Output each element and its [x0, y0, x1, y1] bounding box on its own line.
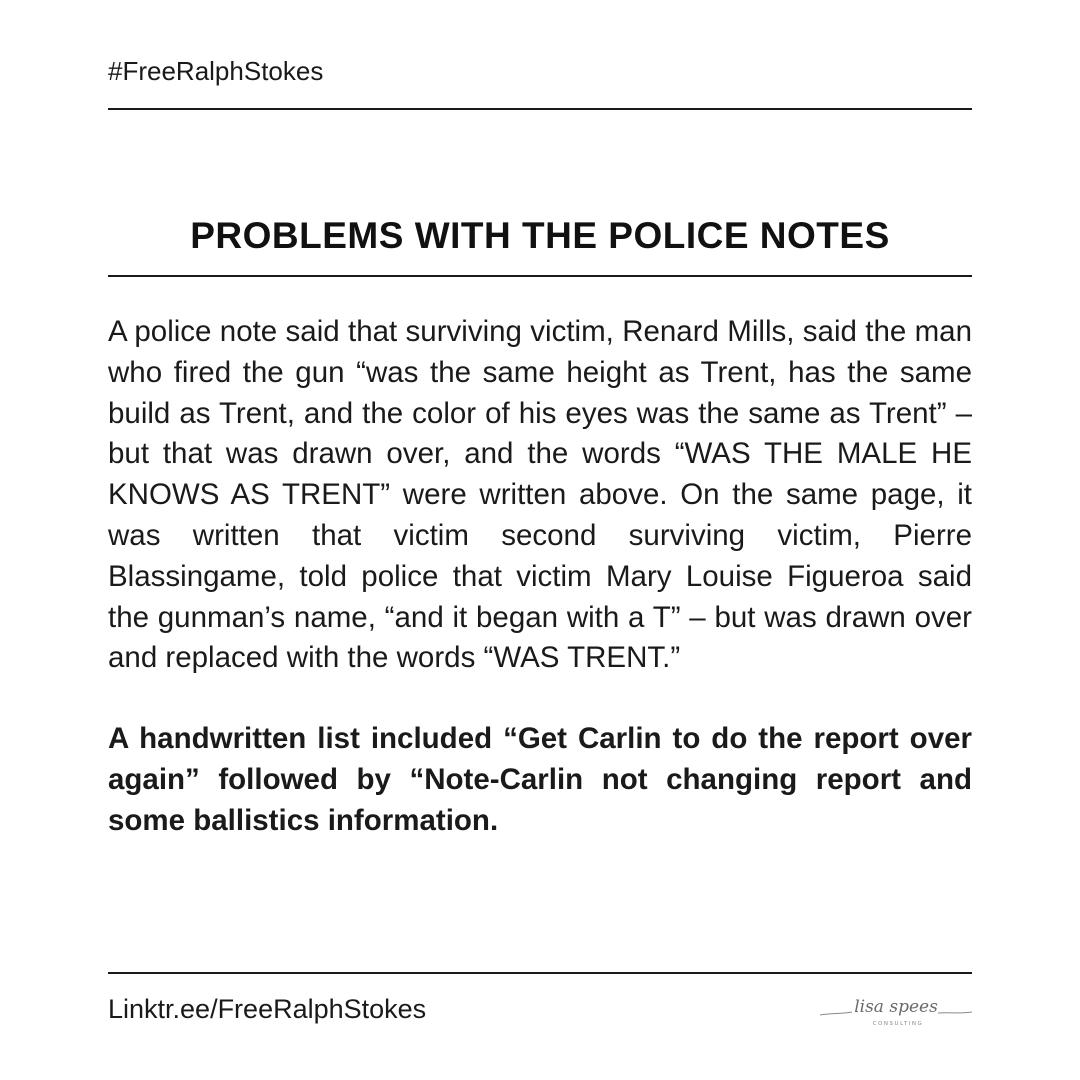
- body-paragraph-1: A police note said that surviving victim, Renard Mills, said the man who fired the gun “was the same height as Trent, has the same build as Trent, and the color of his eyes was the same as Trent” – but that was drawn over, and the words “WAS THE MALE HE KNOWS AS TRENT” were written above. On the same page, it was written that victim second surviving victim, Pierre Blassingame, told police that victim Mary Louise Figueroa said the gunman’s name, “and it began with a T” – but was drawn over and replaced with the words “WAS TRENT.”: [108, 315, 972, 675]
- page-title: PROBLEMS WITH THE POLICE NOTES: [190, 215, 890, 256]
- logo-sub-text: CONSULTING: [872, 1021, 924, 1027]
- logo-script-text: lisa spees: [854, 997, 938, 1017]
- body-text: [108, 312, 972, 842]
- hashtag: #FreeRalphStokes: [108, 56, 324, 86]
- top-divider: [108, 108, 972, 110]
- body-paragraph-2: A handwritten list included “Get Carlin to do the report over again” followed by “Note-Carlin not changing report and some ballistics information.: [108, 722, 972, 837]
- logo-mark: [818, 988, 974, 1036]
- brand-logo: [818, 988, 974, 1036]
- title-divider: [108, 275, 972, 277]
- footer-link[interactable]: Linktr.ee/FreeRalphStokes: [108, 994, 427, 1024]
- bottom-divider: [108, 972, 972, 974]
